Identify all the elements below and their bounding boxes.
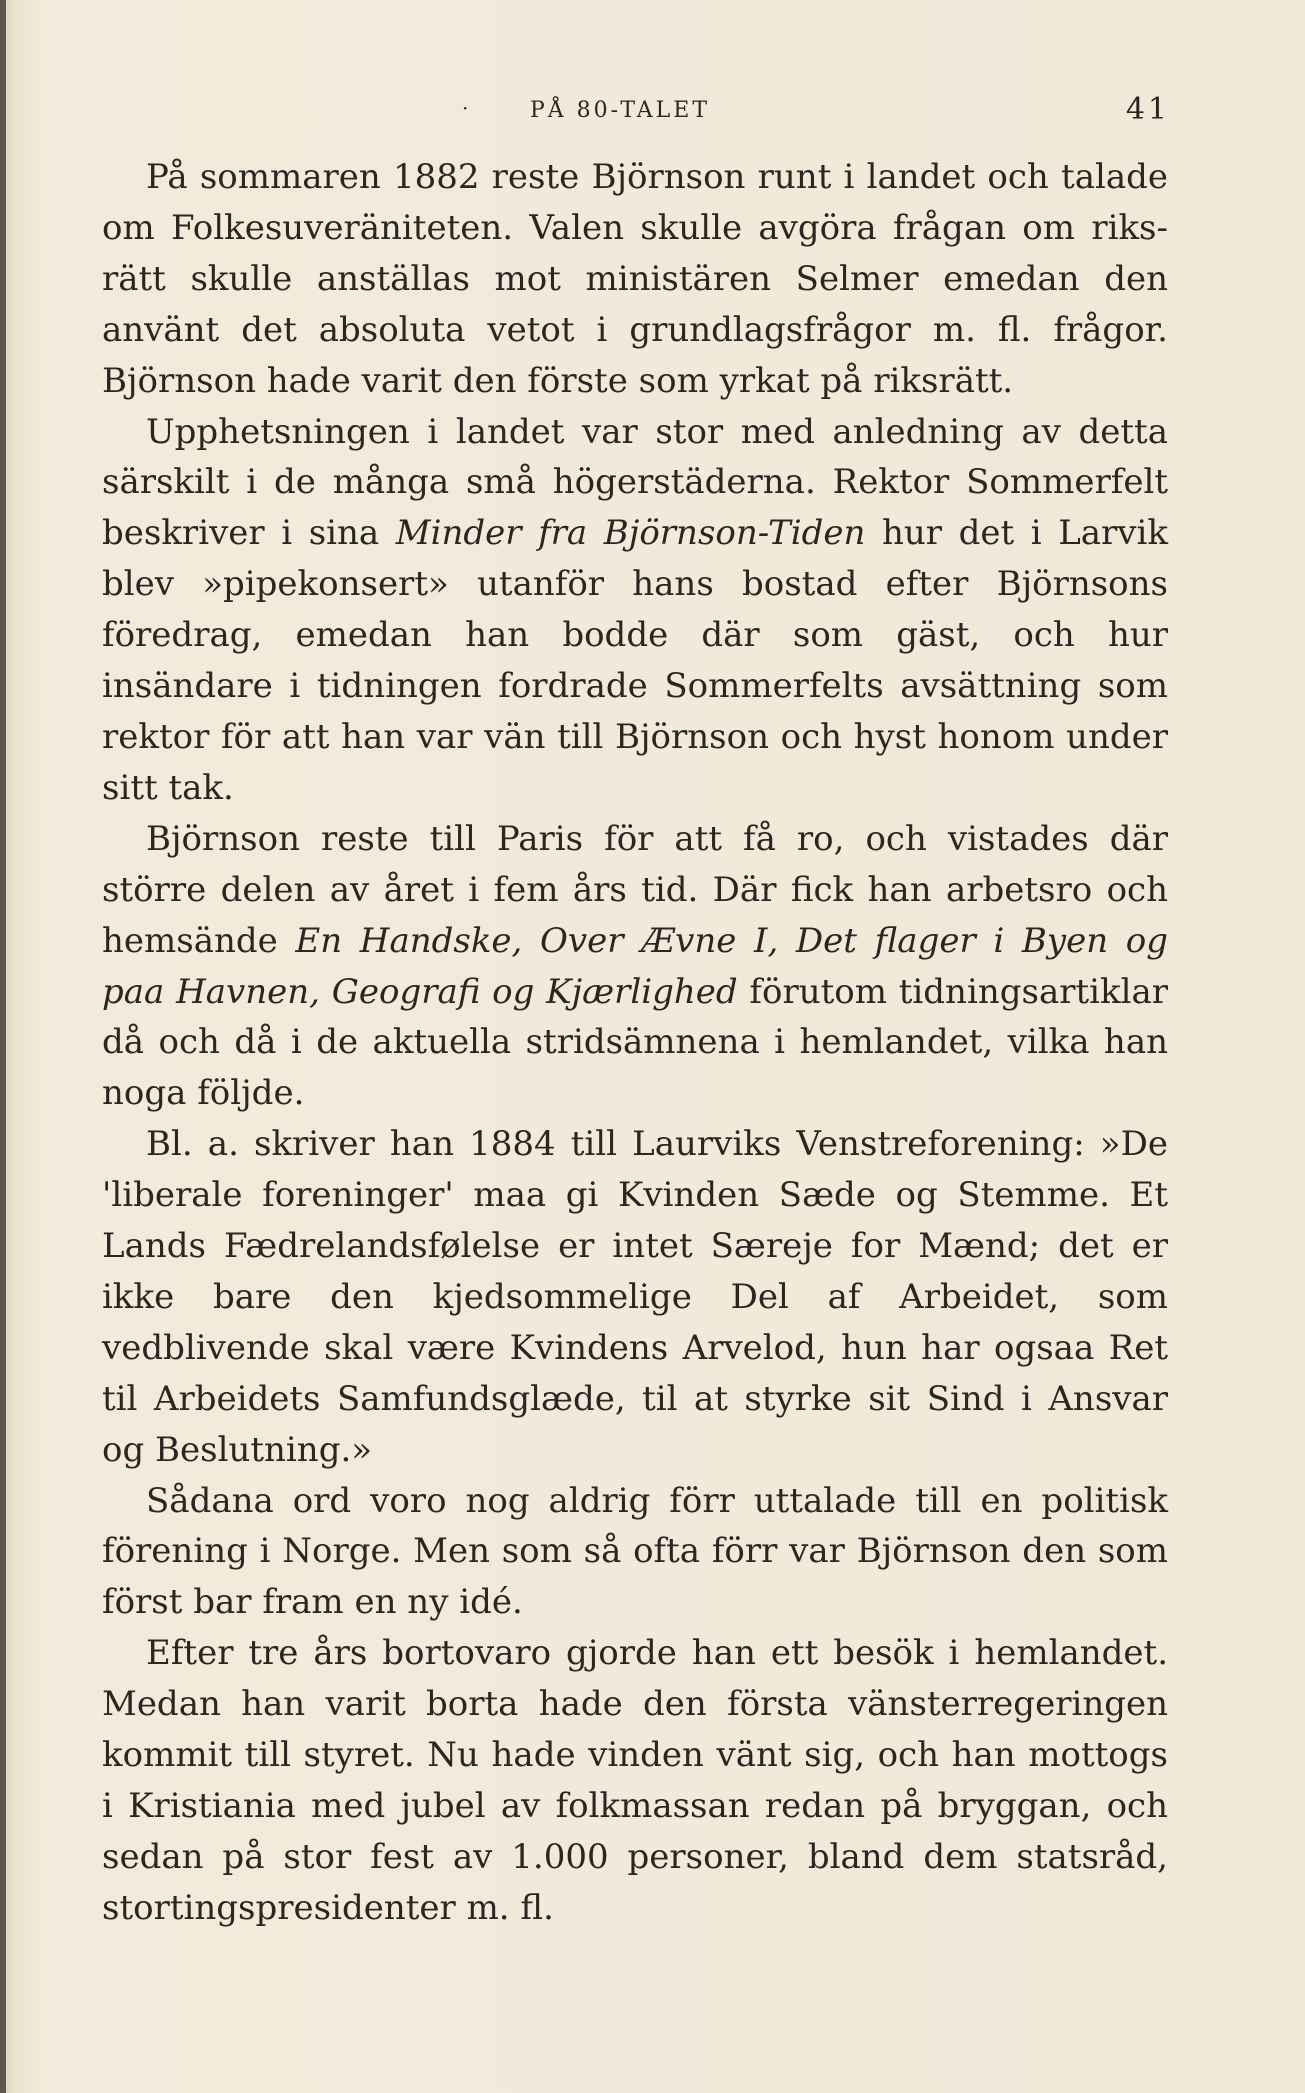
paragraph-text: Björnson reste till Paris för att få ro, och vistades där större delen av året i fem års tid. Där fick han arbetsro och hemsände	[102, 818, 1168, 961]
paragraph	[102, 407, 1168, 814]
work-titles: En Handske, Over Ævne I, Det flager i Byen og paa Havnen, Geografi og Kjærlighed	[102, 920, 1168, 1012]
paragraph	[102, 814, 1168, 1119]
paragraph-text: På sommaren 1882 reste Björnson runt i landet och talade om Folkesuveräniteten. Valen skulle avgöra frågan om riksrätt skulle anställas mot ministären Selmer emedan den använt det absoluta vetot i grundlagsfrågor m. fl. frågor. Björnson hade varit den förste som yrkat på riksrätt.	[102, 157, 1168, 401]
paragraph-text: Efter tre års bortovaro gjorde han ett besök i hemlandet. Medan han varit borta hade den första vänsterregeringen kommit till styret. Nu hade vinden vänt sig, och han mottogs i Kristiania med jubel av folkmassan redan på bryggan, och sedan på stor fest av 1.000 personer, bland dem statsråd, stortingspresidenter m. fl.	[102, 1633, 1168, 1928]
page-number: 41	[1125, 92, 1170, 127]
header-dot: ·	[462, 96, 469, 120]
book-title: Minder fra Björnson-Tiden	[395, 513, 866, 554]
running-header	[100, 90, 1170, 134]
paragraph-text: Bl. a. skriver han 1884 till Laurviks Venstreforening: »De 'liberale foreninger' maa gi Kvinden Sæde og Stemme. Et Lands Fædrelandsfølelse er intet Særeje for Mænd; det er ikke bare den kjedsommelige Del af Arbeidet, som vedblivende skal være Kvindens Arvelod, hun har ogsaa Ret til Arbeidets Samfundsglæde, til at styrke sit Sind i Ansvar og Beslutning.»	[102, 1124, 1168, 1470]
paragraph	[102, 152, 1168, 407]
paragraph	[102, 1628, 1168, 1933]
paragraph-text: hur det i Larvik blev »pipekonsert» utanför hans bostad efter Björnsons föredrag, emedan han bodde där som gäst, och hur insändare i tidningen fordrade Sommerfelts avsättning som rektor för att han var vän till Björnson och hyst honom under sitt tak.	[102, 513, 1168, 808]
paragraph-text: Upphetsningen i landet var stor med anledning av detta särskilt i de många små högerstäderna. Rektor Sommerfelt beskriver i sina	[102, 411, 1168, 554]
paragraph	[102, 1119, 1168, 1475]
paragraph-text: förutom tidningsartiklar då och då i de aktuella stridsämnena i hemlandet, vilka han noga följde.	[102, 971, 1168, 1114]
body-text	[102, 152, 1168, 1934]
page-spine-edge	[0, 0, 6, 2093]
running-title: PÅ 80-TALET	[530, 98, 711, 123]
paragraph-text: Sådana ord voro nog aldrig förr uttalade till en politisk förening i Norge. Men som så ofta förr var Björnson den som först bar fram en ny idé.	[102, 1480, 1168, 1623]
paragraph	[102, 1476, 1168, 1629]
